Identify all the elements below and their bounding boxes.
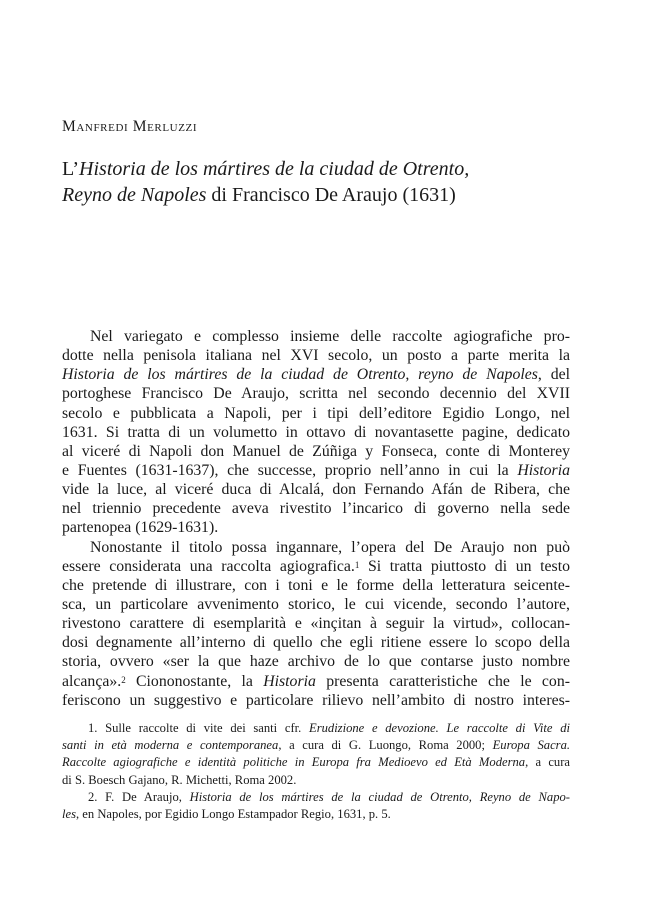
body-line: feriscono un suggestivo e particolare rilievo nell’ambito di nostro interes- (62, 691, 570, 709)
body-text (62, 327, 570, 710)
footnotes (62, 720, 570, 823)
body-line: al viceré di Napoli don Manuel de Zúñiga y Fonseca, conte di Monterey (62, 442, 570, 460)
body-line: nel triennio precedente aveva rivestito l’incarico di governo nella sede (62, 500, 570, 518)
footnote-line: santi in età moderna e contemporanea, a cura di G. Luongo, Roma 2000; Europa Sacra. (62, 738, 571, 753)
footnote-ref-1: 1 (354, 559, 360, 570)
body-line: e Fuentes (1631-1637), che successe, proprio nell’anno in cui la Historia (62, 461, 570, 479)
body-line: dotte nella penisola italiana nel XVI secolo, un posto a parte merita la (62, 347, 570, 365)
body-line: Nonostante il titolo possa ingannare, l’opera del De Araujo non può (90, 538, 570, 556)
body-line: essere considerata una raccolta agiografica.$^1$ Si tratta piuttosto di un testo (62, 557, 570, 575)
body-line: storia, ovvero «ser la que haze archivo de lo que contarse justo nombre (62, 653, 570, 671)
title-line-1: L’Historia de los mártires de la ciudad de Otrento, (62, 158, 470, 180)
title-line-2: Reyno de Napoles di Francisco De Araujo (1631) (62, 184, 456, 206)
footnote-ref-2: 2 (121, 674, 126, 685)
body-line: portoghese Francisco De Araujo, scritta nel secondo decennio del XVII (62, 385, 570, 403)
body-line: Historia de los mártires de la ciudad de Otrento, reyno de Napoles, del (62, 366, 570, 384)
body-line: dosi degnamente all’interno di quello che egli ritiene essere lo scopo della (62, 634, 570, 652)
article-title (62, 156, 582, 208)
body-line: vide la luce, al viceré duca di Alcalá, don Fernando Afán de Ribera, che (62, 481, 570, 499)
body-line: rivestono carattere di esemplarità e «inçitan à seguir la virtud», collocan- (62, 615, 570, 633)
body-line: alcança».$^2$ Ciononostante, la Historia presenta caratteristiche che le con- (62, 672, 570, 690)
author-name: Manfredi Merluzzi (62, 118, 198, 135)
footnote-line: 2. F. De Araujo, Historia de los mártires de la ciudad de Otrento, Reyno de Napo- (88, 789, 570, 804)
body-line: 1631. Si tratta di un volumetto in ottavo di novantasette pagine, dedicato (62, 423, 570, 441)
body-line: sca, un particolare avvenimento storico, le cui vicende, secondo l’autore, (62, 595, 570, 613)
footnote-line: di S. Boesch Gajano, R. Michetti, Roma 2002. (62, 772, 297, 787)
footnote-line: 1. Sulle raccolte di vite dei santi cfr. Erudizione e devozione. Le raccolte di Vite di (88, 721, 570, 735)
footnote-line: Raccolte agiografiche e identità politiche in Europa fra Medioevo ed Età Moderna, a cura (62, 755, 570, 770)
body-line: che pretende di illustrare, con i toni e le forme della letteratura seicente- (62, 576, 570, 594)
footnote-line: les, en Napoles, por Egidio Longo Estampador Regio, 1631, p. 5. (62, 806, 391, 821)
body-line: partenopea (1629-1631). (62, 519, 219, 537)
body-line: Nel variegato e complesso insieme delle raccolte agiografiche pro- (90, 328, 570, 345)
body-line: secolo e pubblicata a Napoli, per i tipi dell’editore Egidio Longo, nel (62, 404, 570, 422)
